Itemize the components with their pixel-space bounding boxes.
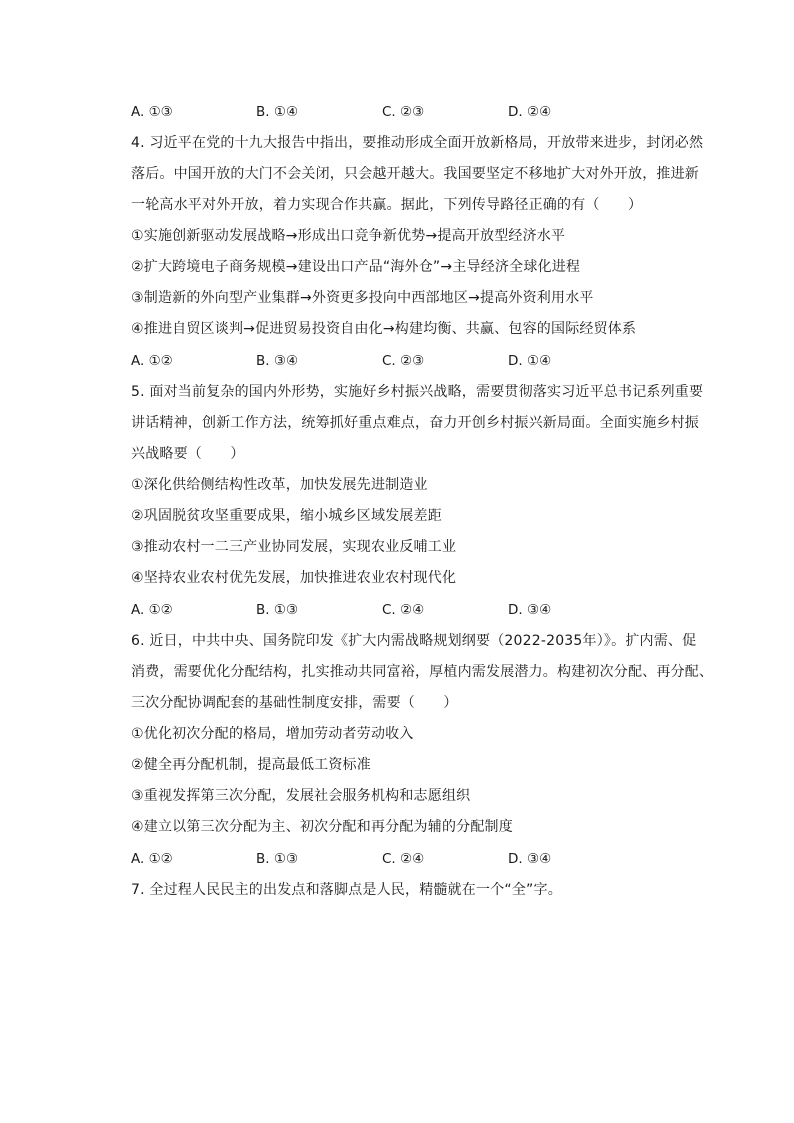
q5-option-1: ①深化供给侧结构性改革，加快发展先进制造业 [131,477,428,493]
q5-choices [131,600,691,620]
q5-choice-d[interactable]: D. ③④ [508,602,552,618]
q5-option-3: ③推动农村一二三产业协同发展，实现农业反哺工业 [131,539,457,555]
q3-choice-a[interactable]: A. ①③ [131,104,173,120]
q5-stem-line-1: 5. 面对当前复杂的国内外形势，实施好乡村振兴战略，需要贯彻落实习近平总书记系列重要 [131,384,704,400]
q4-option-1: ①实施创新驱动发展战略→形成出口竞争新优势→提高开放型经济水平 [131,228,566,244]
q6-choice-b[interactable]: B. ①③ [256,851,299,867]
q3-choices [131,102,691,122]
q6-stem-line-1: 6. 近日，中共中央、国务院印发《扩大内需战略规划纲要（2022-2035年）》。扩内需、促 [131,633,697,649]
q5-stem-line-3: 兴战略要（ ） [131,446,245,462]
q5-option-4: ④坚持农业农村优先发展，加快推进农业农村现代化 [131,570,457,586]
q4-option-4: ④推进自贸区谈判→促进贸易投资自由化→构建均衡、共赢、包容的国际经贸体系 [131,321,637,337]
q4-stem-line-2: 落后。中国开放的大门不会关闭，只会越开越大。我国要坚定不移地扩大对外开放，推进新 [131,166,699,182]
q3-choice-b[interactable]: B. ①④ [256,104,299,120]
q3-choice-c[interactable]: C. ②③ [382,104,425,120]
q6-choice-d[interactable]: D. ③④ [508,851,552,867]
q5-choice-c[interactable]: C. ②④ [382,602,425,618]
q6-choice-c[interactable]: C. ②④ [382,851,425,867]
q4-choices [131,351,691,371]
q4-choice-b[interactable]: B. ③④ [256,353,299,369]
q6-option-2: ②健全再分配机制，提高最低工资标准 [131,757,371,773]
q4-stem-line-1: 4. 习近平在党的十九大报告中指出，要推动形成全面开放新格局，开放带来进步，封闭必然 [131,135,704,151]
q4-stem-line-3: 一轮高水平对外开放，着力实现合作共赢。据此，下列传导路径正确的有（ ） [131,197,643,213]
q6-choices [131,849,691,869]
q6-choice-a[interactable]: A. ①② [131,851,173,867]
q4-choice-a[interactable]: A. ①② [131,353,173,369]
q4-option-3: ③制造新的外向型产业集群→外资更多投向中西部地区→提高外资利用水平 [131,290,594,306]
q7-stem-line-1: 7. 全过程人民民主的出发点和落脚点是人民，精髓就在一个“全”字。 [131,882,562,898]
q5-option-2: ②巩固脱贫攻坚重要成果，缩小城乡区域发展差距 [131,508,442,524]
q6-stem-line-3: 三次分配协调配套的基础性制度安排，需要（ ） [131,695,458,711]
q6-option-3: ③重视发挥第三次分配，发展社会服务机构和志愿组织 [131,788,471,804]
q4-option-2: ②扩大跨境电子商务规模→建设出口产品“海外仓”→主导经济全球化进程 [131,259,581,275]
q6-option-1: ①优化初次分配的格局，增加劳动者劳动收入 [131,726,414,742]
q6-option-4: ④建立以第三次分配为主、初次分配和再分配为辅的分配制度 [131,819,513,835]
q5-choice-a[interactable]: A. ①② [131,602,173,618]
q5-choice-b[interactable]: B. ①③ [256,602,299,618]
q3-choice-d[interactable]: D. ②④ [508,104,552,120]
q6-stem-line-2: 消费，需要优化分配结构，扎实推动共同富裕，厚植内需发展潜力。构建初次分配、再分配、 [131,664,714,680]
q4-choice-c[interactable]: C. ②③ [382,353,425,369]
q4-choice-d[interactable]: D. ①④ [508,353,552,369]
q5-stem-line-2: 讲话精神，创新工作方法，统筹抓好重点难点，奋力开创乡村振兴新局面。全面实施乡村振 [131,415,699,431]
